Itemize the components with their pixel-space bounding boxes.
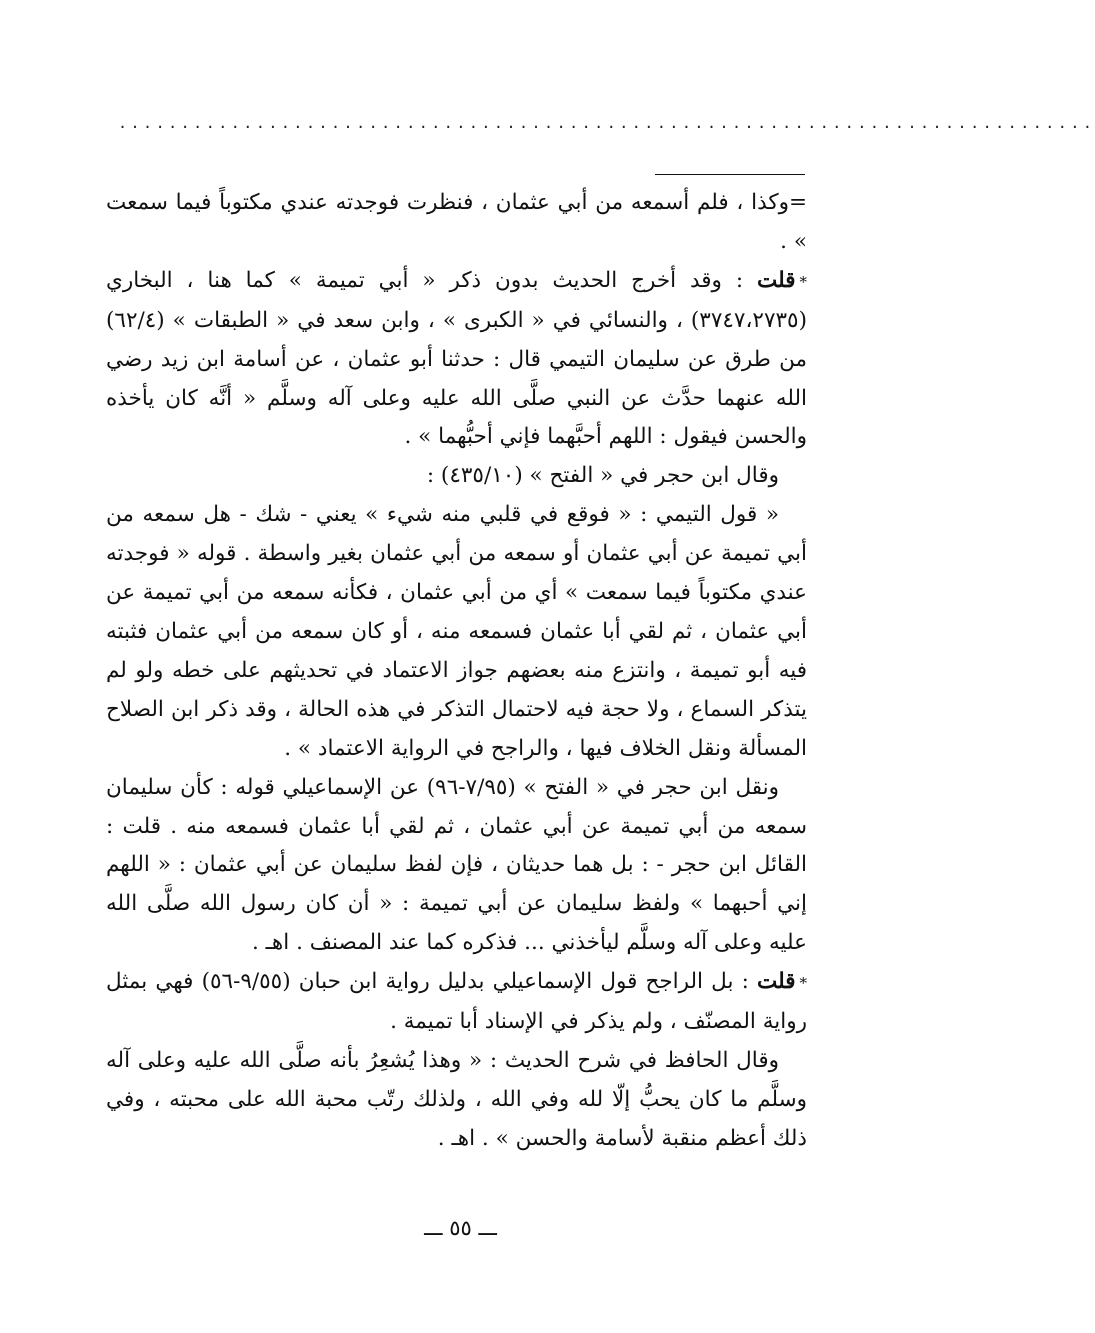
paragraph-text: =وكذا ، فلم أسمعه من أبي عثمان ، فنظرت فوجدته عندي مكتوباً فيما سمعت » .	[106, 190, 807, 254]
paragraph-7	[106, 1042, 807, 1159]
text-body	[106, 184, 807, 1159]
footnote-rule	[655, 174, 805, 175]
paragraph-text: « قول التيمي : « فوقع في قلبي منه شيء » يعني - شك - هل سمعه من أبي تميمة عن أبي عثمان أو سمعه من أبي عثمان بغير واسطة . قوله « فوجدته عندي مكتوباً فيما سمعت » أي من أبي عثمان ، فكأنه سمعه من أبي تميمة عن أبي عثمان ، ثم لقي أبا عثمان فسمعه منه ، أو كان سمعه من أبي عثمان فثبته فيه أبو تميمة ، وانتزع منه بعضهم جواز الاعتماد في تحديثهم على خطه ولو لم يتذكر السماع ، ولا حجة فيه لاحتمال التذكر في هذه الحالة ، وقد ذكر ابن الصلاح المسألة ونقل الخلاف فيها ، والراجح في الرواية الاعتماد » .	[106, 502, 807, 761]
paragraph-1	[106, 184, 807, 262]
qult-heading: قلت	[756, 969, 796, 995]
paragraph-4	[106, 496, 807, 768]
paragraph-text: وقال ابن حجر في « الفتح » (٤٣٥/١٠) :	[426, 463, 779, 489]
page-number: ـــ ٥٥ ـــ	[424, 1216, 497, 1240]
star-marker: *	[799, 974, 807, 993]
paragraph-3	[106, 457, 807, 496]
paragraph-text: وقال الحافظ في شرح الحديث : « وهذا يُشعِرُ بأنه صلَّى الله عليه وعلى آله وسلَّم ما كان يحبُّ إلّا لله وفي الله ، ولذلك رتّب محبة الله على محبته ، وفي ذلك أعظم منقبة لأسامة والحسن » . اهـ .	[106, 1047, 807, 1151]
paragraph-text: : وقد أخرج الحديث بدون ذكر « أبي تميمة » كما هنا ، البخاري (٣٧٤٧،٢٧٣٥) ، والنسائي في « الكبرى » ، وابن سعد في « الطبقات » (٦٢/٤) من طرق عن سليمان التيمي قال : حدثنا أبو عثمان ، عن أسامة ابن زيد رضي الله عنهما حدَّث عن النبي صلَّى الله عليه وعلى آله وسلَّم « أنَّه كان يأخذه والحسن فيقول : اللهم أحبَّهما فإني أحبُّهما » .	[106, 267, 807, 450]
paragraph-6	[106, 963, 807, 1042]
paragraph-text: ونقل ابن حجر في « الفتح » (٧/٩٥-٩٦) عن الإسماعيلي قوله : كأن سليمان سمعه من أبي تميمة عن أبي عثمان ، ثم لقي أبا عثمان فسمعه منه . قلت : القائل ابن حجر - : بل هما حديثان ، فإن لفظ سليمان عن أبي عثمان : « اللهم إني أحبهما » ولفظ سليمان عن أبي تميمة : « أن كان رسول الله صلَّى الله عليه وعلى آله وسلَّم ليأخذني ... فذكره كما عند المصنف . اهـ .	[106, 774, 807, 956]
qult-heading: قلت	[756, 267, 796, 293]
paragraph-2	[106, 262, 807, 458]
dotted-separator: ..............................................................................	[118, 114, 1095, 132]
paragraph-5	[106, 769, 807, 964]
paragraph-text: : بل الراجح قول الإسماعيلي بدليل رواية ابن حبان (٩/٥٥-٥٦) فهي بمثل رواية المصنّف ، ولم يذكر في الإسناد أبا تميمة .	[106, 969, 807, 1035]
star-marker: *	[799, 272, 807, 291]
